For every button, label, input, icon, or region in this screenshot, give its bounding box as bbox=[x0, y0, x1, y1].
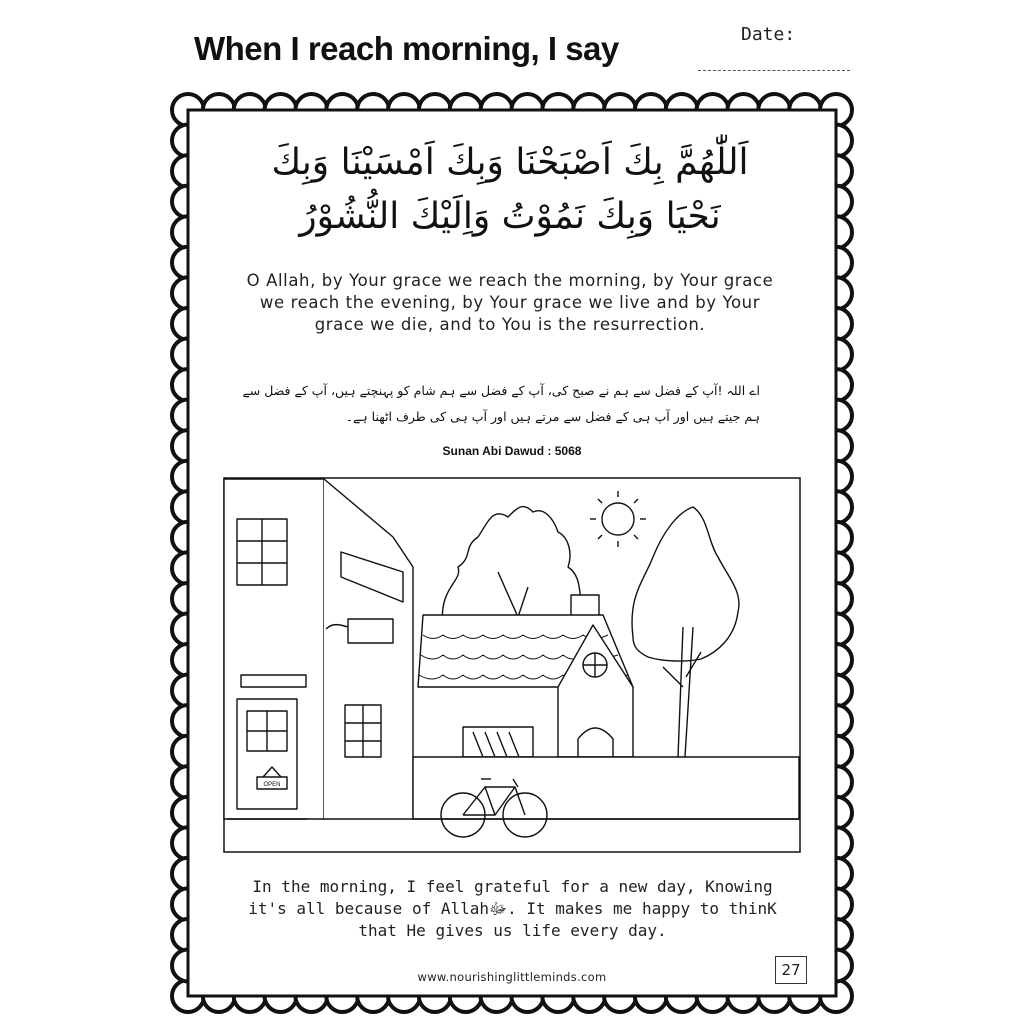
website-url: www.nourishinglittleminds.com bbox=[417, 970, 607, 984]
hadith-source: Sunan Abi Dawud : 5068 bbox=[442, 444, 582, 458]
page-number: 27 bbox=[775, 956, 807, 984]
urdu-translation: اے اللہ !آپ کے فضل سے ہم نے صبح کی، آپ کے فضل سے ہم شام کو پہنچتے ہیں، آپ کے فضل سے ہم جیتے ہیں اور آپ ہی کے فضل سے مرتے ہیں اور آپ ہی کی طرف اٹھنا ہے۔ bbox=[242, 383, 760, 424]
english-translation: O Allah, by Your grace we reach the morning, by Your grace we reach the evening, by Your grace we live and by Your grace we die, and to You is the resurrection. bbox=[246, 271, 774, 334]
open-sign-text: OPEN bbox=[263, 782, 281, 788]
morning-scene-illustration bbox=[223, 477, 801, 853]
reflection-text: In the morning, I feel grateful for a new day, Knowing it's all because of Allahﷻ. It makes me happy to thinK that He gives us life every day. bbox=[248, 877, 777, 940]
page-title: When I reach morning, I say bbox=[194, 30, 619, 67]
date-label: Date: bbox=[741, 24, 796, 45]
arabic-dua-line-1: اَللّٰهُمَّ بِكَ اَصْبَحْنَا وَبِكَ اَمْسَيْنَا وَبِكَ bbox=[271, 142, 749, 183]
arabic-dua-line-2: نَحْيَا وَبِكَ نَمُوْتُ وَاِلَيْكَ النُّشُوْرُ bbox=[299, 196, 721, 237]
